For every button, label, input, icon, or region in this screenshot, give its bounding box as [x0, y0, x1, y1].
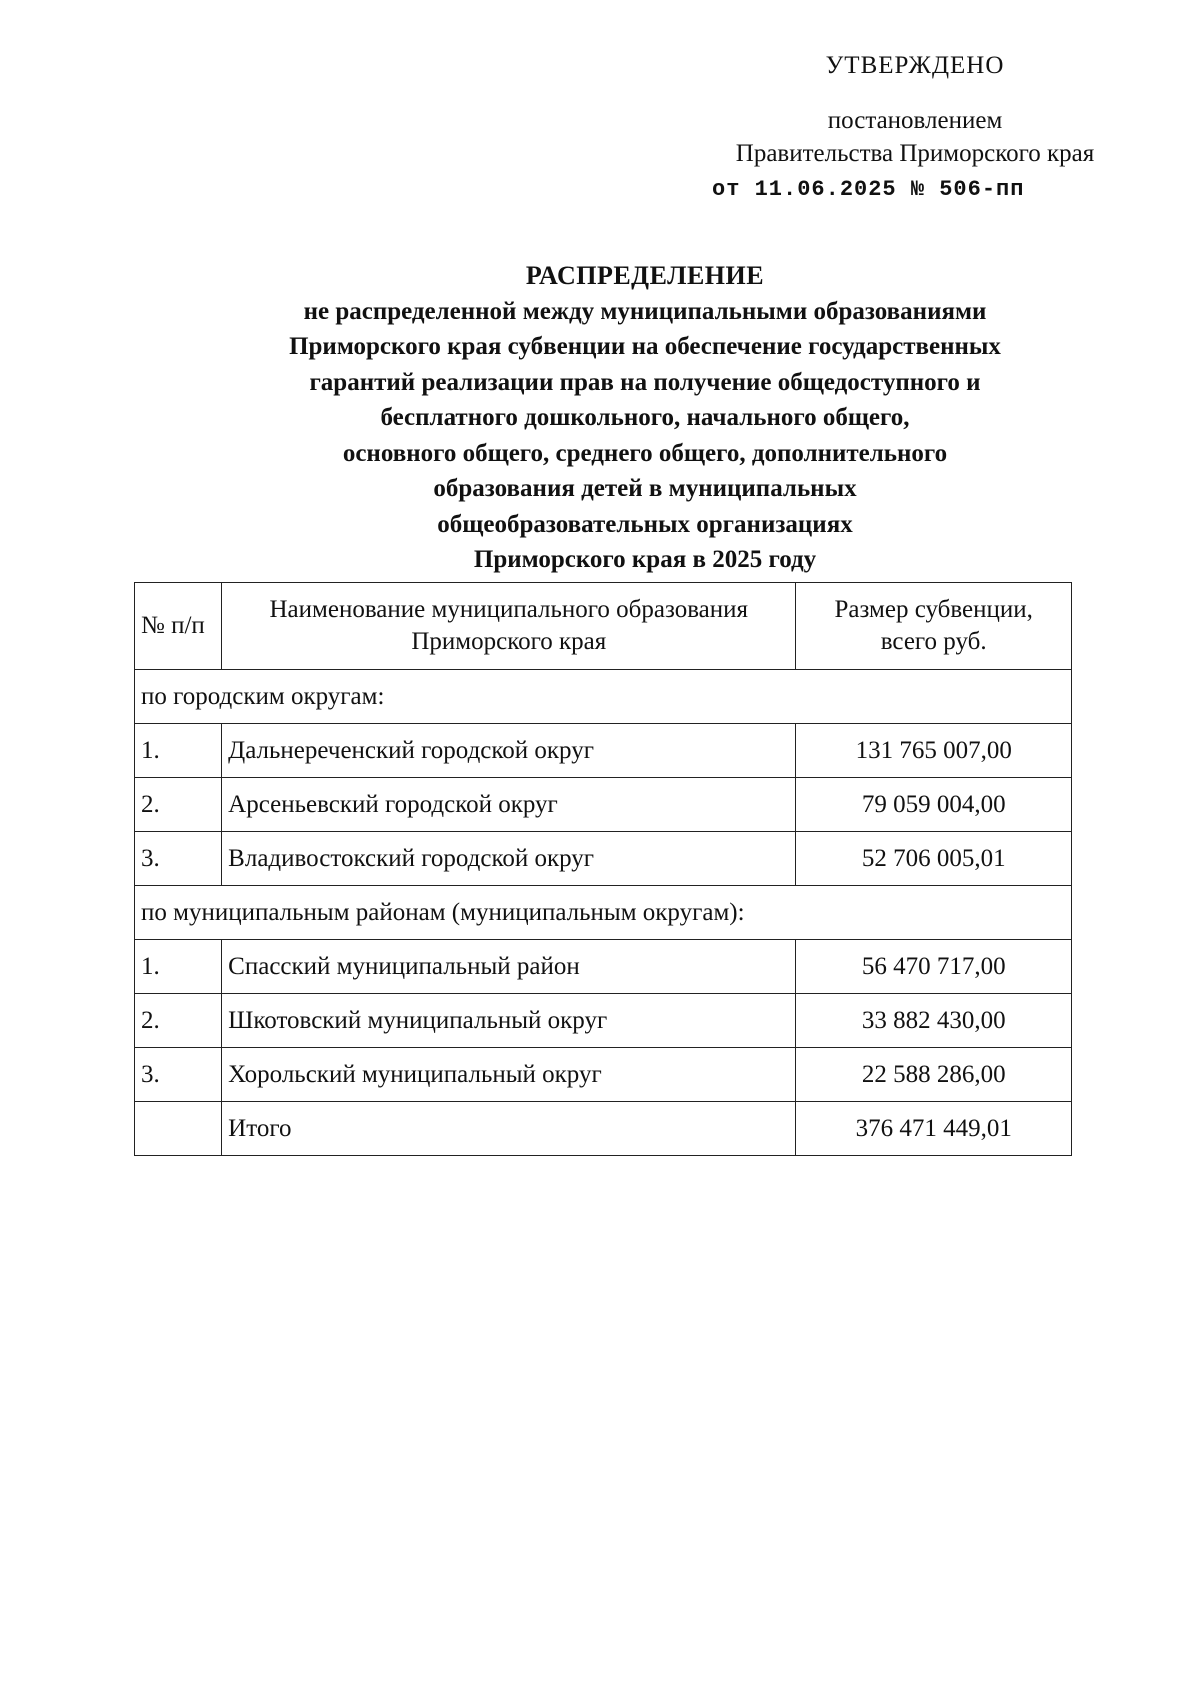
- subsidy-table: [134, 582, 1072, 1156]
- header-amount-line: Размер субвенции,: [834, 596, 1033, 623]
- table-row: [135, 832, 1072, 886]
- document-title: РАСПРЕДЕЛЕНИЕ: [525, 261, 765, 290]
- header-amount: [796, 583, 1072, 670]
- title-line: образования детей в муниципальных: [433, 475, 857, 502]
- row-amount: 22 588 286,00: [796, 1048, 1072, 1102]
- title-line: гарантий реализации прав на получение общедоступного и: [309, 368, 981, 396]
- approval-stamp: УТВЕРЖДЕНО: [825, 52, 1005, 79]
- row-num: 1.: [135, 724, 222, 778]
- row-name: Шкотовский муниципальный округ: [222, 994, 796, 1048]
- title-line: основного общего, среднего общего, дополнительного: [342, 439, 948, 467]
- title-line: Приморского края субвенции на обеспечение государственных: [289, 333, 1001, 360]
- decree-number: от 11.06.2025 № 506-пп: [712, 177, 1025, 202]
- title-line: бесплатного дошкольного, начального общего,: [380, 404, 910, 431]
- table-row: [135, 724, 1072, 778]
- row-num: 3.: [135, 1048, 222, 1102]
- row-amount: 79 059 004,00: [796, 778, 1072, 832]
- section-label: по городским округам:: [135, 670, 1072, 724]
- table-row: [135, 778, 1072, 832]
- header-name-line: Наименование муниципального образования: [269, 596, 749, 623]
- decree-line-1: постановлением: [827, 107, 1003, 134]
- section-row-city-districts: [135, 670, 1072, 724]
- document-title-block: [200, 258, 1090, 578]
- row-name: Дальнереченский городской округ: [222, 724, 796, 778]
- row-name: Владивостокский городской округ: [222, 832, 796, 886]
- title-line: общеобразовательных организациях: [437, 510, 853, 538]
- row-amount: 131 765 007,00: [796, 724, 1072, 778]
- total-amount: 376 471 449,01: [796, 1102, 1072, 1156]
- header-name: [222, 583, 796, 670]
- section-label: по муниципальным районам (муниципальным округам):: [135, 886, 1072, 940]
- table-row: [135, 940, 1072, 994]
- row-name: Арсеньевский городской округ: [222, 778, 796, 832]
- title-line: не распределенной между муниципальными образованиями: [303, 297, 987, 325]
- title-line: Приморского края в 2025 году: [473, 546, 817, 573]
- table-row: [135, 994, 1072, 1048]
- row-name: Спасский муниципальный район: [222, 940, 796, 994]
- row-num: 2.: [135, 994, 222, 1048]
- total-label: Итого: [222, 1102, 796, 1156]
- table-row: [135, 1048, 1072, 1102]
- row-amount: 56 470 717,00: [796, 940, 1072, 994]
- decree-line-2: Правительства Приморского края: [735, 140, 1095, 167]
- section-row-municipal-districts: [135, 886, 1072, 940]
- total-row: [135, 1102, 1072, 1156]
- row-num: 1.: [135, 940, 222, 994]
- row-name: Хорольский муниципальный округ: [222, 1048, 796, 1102]
- header-amount-line: всего руб.: [880, 628, 987, 655]
- table-header-row: [135, 583, 1072, 670]
- total-num: [135, 1102, 222, 1156]
- row-amount: 33 882 430,00: [796, 994, 1072, 1048]
- header-name-line: Приморского края: [411, 628, 607, 655]
- row-amount: 52 706 005,01: [796, 832, 1072, 886]
- header-num: № п/п: [135, 583, 222, 670]
- row-num: 2.: [135, 778, 222, 832]
- row-num: 3.: [135, 832, 222, 886]
